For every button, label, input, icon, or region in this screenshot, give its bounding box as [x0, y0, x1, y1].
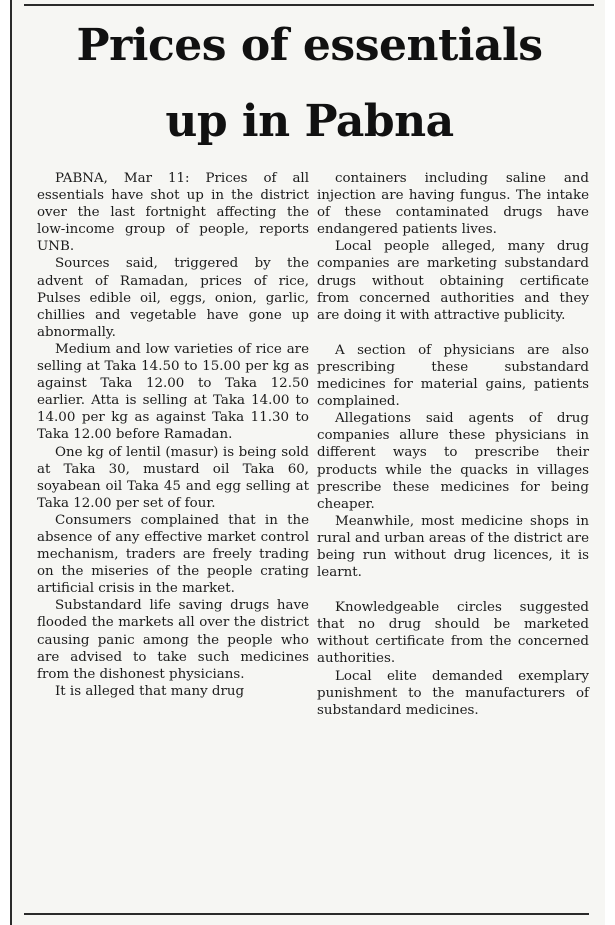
bottom-rule	[24, 913, 589, 915]
paragraph: A section of physicians are also prescribing these substandard medicines for material gains, patients complained.	[317, 342, 589, 410]
paragraph: containers including saline and injection are having fungus. The intake of these contaminated drugs have endangered patients lives.	[317, 171, 589, 238]
newspaper-clipping	[10, 0, 605, 925]
paragraph: Knowledgeable circles suggested that no drug should be marketed without certificate from the concerned authorities.	[317, 600, 589, 667]
headline-line-1: Prices of essentials	[76, 20, 543, 71]
article-column-1	[37, 170, 309, 700]
headline-line-2: up in Pabna	[165, 96, 454, 147]
article-column-2	[317, 170, 589, 719]
paragraph: Medium and low varieties of rice are selling at Taka 14.50 to 15.00 per kg as against Taka 12.00 to Taka 12.50 earlier. Atta is selling at Taka 14.00 to 14.00 per kg as against Taka 11.30 to Taka 12.00 before Ramadan.	[37, 341, 309, 443]
paragraph: Sources said, triggered by the advent of Ramadan, prices of rice, Pulses edible oil, eggs, onion, garlic, chillies and vegetable have gone up abnormally.	[37, 256, 309, 340]
paragraph: Substandard life saving drugs have flooded the markets all over the district causing panic among the people who are advised to take such medicines from the dishonest physicians.	[37, 598, 309, 682]
paragraph: Local people alleged, many drug companies are marketing substandard drugs without obtaining certificate from concerned authorities and they are doing it with attractive publicity.	[317, 239, 589, 323]
paragraph: Local elite demanded exemplary punishment to the manufacturers of substandard medicines.	[317, 668, 589, 718]
paragraph: One kg of lentil (masur) is being sold at Taka 30, mustard oil Taka 60, soyabean oil Taka 45 and egg selling at Taka 12.00 per set of four.	[37, 444, 309, 511]
paragraph: It is alleged that many drug	[55, 683, 245, 699]
paragraph: Meanwhile, most medicine shops in rural and urban areas of the district are being run without drug licences, it is learnt.	[317, 513, 589, 581]
paragraph: Allegations said agents of drug companies allure these physicians in different ways to prescribe their products while the quacks in villages prescribe these medicines for being cheaper.	[317, 411, 589, 512]
top-rule	[24, 4, 594, 6]
paragraph: PABNA, Mar 11: Prices of all essentials have shot up in the district over the last fortnight affecting the low-income group of people, reports UNB.	[37, 171, 309, 255]
paragraph: Consumers complained that in the absence of any effective market control mechanism, traders are freely trading on the miseries of the people crating artificial crisis in the market.	[37, 512, 309, 597]
